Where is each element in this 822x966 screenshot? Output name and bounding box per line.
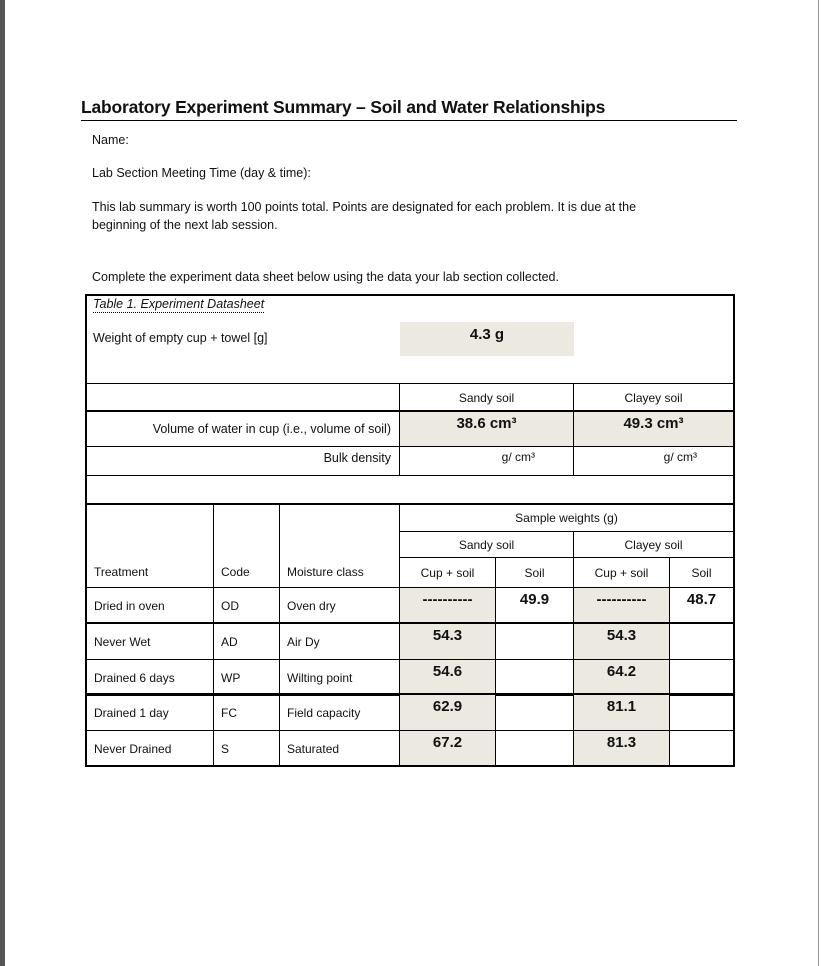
volume-sandy[interactable]: 38.6 cm³ (399, 411, 574, 447)
cell-sandy-cup[interactable]: 67.2 (399, 730, 496, 767)
cell-clay-soil[interactable] (669, 659, 735, 696)
blank-cell (85, 383, 400, 412)
name-label: Name: (92, 133, 129, 147)
header-sandy-cup: Cup + soil (399, 557, 496, 588)
cell-sandy-soil[interactable] (495, 623, 574, 660)
bulk-density-label: Bulk density (85, 446, 400, 476)
header-code: Code (213, 504, 280, 588)
header-moisture: Moisture class (279, 504, 400, 588)
cell-moisture: Field capacity (279, 694, 400, 731)
cell-clay-soil[interactable] (669, 730, 735, 767)
cell-moisture: Oven dry (279, 587, 400, 624)
cell-clay-cup[interactable]: ---------- (573, 587, 670, 624)
page-right-edge (818, 0, 819, 966)
instruction: Complete the experiment data sheet below using the data your lab section collected. (92, 270, 559, 284)
cell-clay-cup[interactable]: 54.3 (573, 623, 670, 660)
cell-sandy-cup[interactable]: 62.9 (399, 694, 496, 731)
cell-sandy-soil[interactable] (495, 730, 574, 767)
bulk-density-sandy[interactable]: g/ cm³ (399, 446, 574, 476)
cell-sandy-cup[interactable]: 54.3 (399, 623, 496, 660)
cell-code: WP (213, 659, 280, 696)
section-label: Lab Section Meeting Time (day & time): (92, 166, 311, 180)
intro-line-2: beginning of the next lab session. (92, 218, 278, 232)
header-sandy-soil: Soil (495, 557, 574, 588)
cell-clay-cup[interactable]: 81.1 (573, 694, 670, 731)
bulk-density-clayey[interactable]: g/ cm³ (573, 446, 735, 476)
cell-treatment: Drained 1 day (85, 694, 214, 731)
cell-moisture: Saturated (279, 730, 400, 767)
sandy-header: Sandy soil (399, 383, 574, 412)
table-bottom (85, 765, 735, 767)
header-sample-weights: Sample weights (g) (399, 504, 735, 532)
divider (85, 693, 735, 695)
cell-treatment: Never Wet (85, 623, 214, 660)
cell-moisture: Wilting point (279, 659, 400, 696)
header-treatment: Treatment (85, 504, 214, 588)
cell-sandy-soil[interactable] (495, 659, 574, 696)
cell-moisture: Air Dy (279, 623, 400, 660)
cell-clay-cup[interactable]: 81.3 (573, 730, 670, 767)
cell-treatment: Never Drained (85, 730, 214, 767)
header-clayey-soil: Soil (669, 557, 735, 588)
viewer-left-edge (0, 0, 5, 966)
document-title: Laboratory Experiment Summary – Soil and Water Relationships (81, 97, 606, 117)
table-caption: Table 1. Experiment Datasheet (93, 297, 265, 311)
divider (85, 622, 735, 624)
cell-code: AD (213, 623, 280, 660)
header-clayey: Clayey soil (573, 531, 735, 558)
clayey-header: Clayey soil (573, 383, 735, 412)
cell-clay-cup[interactable]: 64.2 (573, 659, 670, 696)
cell-treatment: Drained 6 days (85, 659, 214, 696)
header-sandy: Sandy soil (399, 531, 574, 558)
cell-sandy-cup[interactable]: 54.6 (399, 659, 496, 696)
cell-treatment: Dried in oven (85, 587, 214, 624)
cell-code: FC (213, 694, 280, 731)
cell-code: OD (213, 587, 280, 624)
cell-sandy-cup[interactable]: ---------- (399, 587, 496, 624)
volume-label: Volume of water in cup (i.e., volume of soil) (85, 411, 400, 447)
cell-sandy-soil[interactable] (495, 694, 574, 731)
cell-clay-soil[interactable] (669, 694, 735, 731)
header-clayey-cup: Cup + soil (573, 557, 670, 588)
cell-clay-soil[interactable]: 48.7 (669, 587, 735, 624)
cell-clay-soil[interactable] (669, 623, 735, 660)
empty-weight-value[interactable]: 4.3 g (400, 322, 574, 356)
intro-line-1: This lab summary is worth 100 points total. Points are designated for each problem. It is due at the (92, 200, 637, 214)
empty-weight-label: Weight of empty cup + towel [g] (93, 331, 268, 345)
cell-code: S (213, 730, 280, 767)
volume-clayey[interactable]: 49.3 cm³ (573, 411, 735, 447)
spacer-row (85, 475, 735, 505)
title-rule (81, 120, 737, 121)
cell-sandy-soil[interactable]: 49.9 (495, 587, 574, 624)
